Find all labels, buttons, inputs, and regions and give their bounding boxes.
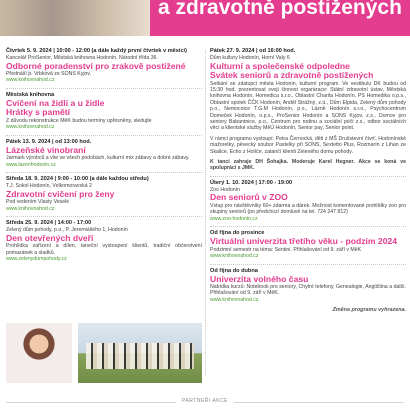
event-item xyxy=(6,139,202,168)
event-venue: Zelený dům pohody, p.o., P. Jeremiášého 1, Hodonín xyxy=(6,227,128,234)
header-banner xyxy=(0,0,410,36)
event-item xyxy=(210,136,406,155)
performer-photo xyxy=(6,323,72,383)
event-item xyxy=(210,159,406,172)
header-photo xyxy=(0,0,150,36)
event-title: Den seniorů v ZOO xyxy=(210,192,288,203)
event-date: Od října do prosince xyxy=(210,230,265,237)
event-link[interactable]: www.knihovnahod.cz xyxy=(6,124,55,131)
event-description: Přednáší p. Vrbková ze SONS Kyjov. xyxy=(6,71,92,77)
column-divider xyxy=(205,50,206,375)
event-item xyxy=(6,176,202,212)
event-date: Pátek 13. 9. 2024 | od 13:00 hod. xyxy=(6,138,92,145)
separator xyxy=(210,264,406,265)
event-item xyxy=(210,48,406,132)
program-note: Změna programu vyhrazena. xyxy=(332,307,406,314)
separator xyxy=(6,135,202,136)
event-item xyxy=(6,92,202,131)
event-date: Úterý 1. 10. 2024 | 17:00 - 19:00 xyxy=(210,179,293,186)
event-item xyxy=(210,180,406,222)
event-link[interactable]: www.knihovnahod.cz xyxy=(6,205,55,212)
event-link[interactable]: www.lazenhodonin.cz xyxy=(6,161,56,168)
event-description: Pod vedením Vlasty Veselé xyxy=(6,199,70,206)
event-description: Nabídka kurzů: Notebook pro seniory, Chytré telefony, Genealogie, Angličtina a další. Přihlašování od 9. září v MěK. xyxy=(210,284,406,297)
left-column xyxy=(6,48,202,266)
footer xyxy=(0,396,410,410)
event-link[interactable]: www.knihovnahod.cz xyxy=(210,296,259,303)
event-venue: T.J. Sokol Hodonín, Velkomoravská 2 xyxy=(6,183,92,190)
event-title: Univerzita volného času xyxy=(210,273,309,284)
event-item xyxy=(6,48,202,84)
event-title: Kulturní a společenské odpoledne Svátek seniorů a zdravotně postižených xyxy=(210,60,374,80)
event-title: Lázeňské vinobraní xyxy=(6,144,86,155)
event-venue: Kancelář ProSenior, Městská knihovna Hodonín, Národní třída 36 xyxy=(6,55,157,61)
event-venue: Dům kultury Hodonín, Horní Valy 6 xyxy=(210,55,290,61)
event-date: Od října do dubna xyxy=(210,267,258,274)
event-description: K tanci zahraje DH Šohajka. Moderuje Karel Hegner. Akce se koná ve spolupráci s JMK. xyxy=(210,158,406,172)
event-description: Z důvodu rekonstrukce MěK budou termíny upřesněny, sledujte xyxy=(6,117,152,124)
right-column xyxy=(210,48,406,313)
event-title: Den otevřených dveří xyxy=(6,232,94,243)
event-description: Podzimní semestr na téma: Sentini. Přihlašování od 9. září v MěK xyxy=(210,246,362,253)
event-title: Virtuální univerzita třetího věku - podzim 2024 xyxy=(210,236,398,247)
event-date: Středa 25. 9. 2024 | 14:00 - 17:00 xyxy=(6,220,92,227)
event-description: Vstup pro návštěvníky 60+ zdarma a dárek. Možnost komentované prohlídky zoo pro skupiny seniorů (po předchozí domluvě na tel. 724 247 812) xyxy=(210,202,406,216)
separator xyxy=(6,172,202,173)
event-item xyxy=(210,268,406,304)
event-venue: Zoo Hodonín xyxy=(210,186,240,193)
event-link[interactable]: www.zelenydumpohody.cz xyxy=(6,255,67,262)
footer-label: PARTNEŘI AKCE xyxy=(176,398,234,404)
separator xyxy=(6,88,202,89)
event-date: Pátek 27. 9. 2024 | od 16:00 hod. xyxy=(210,48,296,54)
choir-photo xyxy=(78,323,202,383)
event-title: Zdravotní cvičení pro ženy xyxy=(6,188,115,199)
event-link[interactable]: www.zoo-hodonin.cz xyxy=(210,215,258,222)
event-description: Setkání se zástupci města Hodonín, kulturní program. Ve vestibulu DK budou od 15:30 hod. prezentovat svoji činnost organizace: Státní zdravotní ústav, Městská knihovna Hodonín, Homedica s.r.o., Oblastní Charita Hodonín, PS Homedika o.p.s., Oblastní spolek ČČK Hodonín, Anděl Strážný, z.ú., Dům Elpida, Zelený dům pohody p.o., Nemocnice T.G.M Hodonín, p.o., Lázně Hodonín s.r.o., Psychocentrum Domeček Hodonín, o.p.s., ProSenior Hodonín a SONS Kyjov, z.s., Domov pro seniory Babantnice, p.o., Centrum pro rodinu a sociální péči z.s., odbor sociálních věcí a klientské služby MěÚ Hodonín, Senior pay, Senior point. xyxy=(210,80,406,132)
event-title: Odborné poradenství pro zrakově postižené xyxy=(6,60,186,71)
event-link[interactable]: www.knihovnahod.cz xyxy=(6,77,55,84)
event-link[interactable]: www.knihovnahod.cz xyxy=(210,253,259,259)
event-description: Prohlídka zařízení a dílen, taneční vystoupení klientů, tradiční občerstvení pomazánek a sladků. xyxy=(6,243,202,256)
event-description: Jarmark výrobců a vše ve všech podobách, kulturní mix zábavy a dobré zábavy. xyxy=(6,155,190,162)
page-title: a zdravotně postižených xyxy=(158,0,402,19)
separator xyxy=(210,176,406,177)
event-title: Cvičení na židli a u židle Hrátky s pamětí xyxy=(6,97,105,118)
photo-strip xyxy=(6,323,202,383)
event-date: Středa 18. 9. 2024 | 9:00 - 10:00 (a dále každou středu) xyxy=(6,176,149,183)
event-item xyxy=(210,230,406,259)
event-date: Čtvrtek 5. 9. 2024 | 10:00 - 12:00 (a dále každý první čtvrtek v měsíci) xyxy=(6,48,187,54)
separator xyxy=(6,216,202,217)
separator xyxy=(210,226,406,227)
event-date: Městská knihovna xyxy=(6,91,55,98)
event-description: V rámci programu vystoupí: Petra Černocká, děti z MŠ Drušstevní čtvrť, Hodonínské mažoretky, pěvecký soubor Pastelky při SONS, Sextetto Plus, Rozmarín z Lihan ze Skalice, Echo z Holíče, zatančí klienti Zeleného domu pohody. xyxy=(210,135,406,155)
event-item xyxy=(6,220,202,262)
